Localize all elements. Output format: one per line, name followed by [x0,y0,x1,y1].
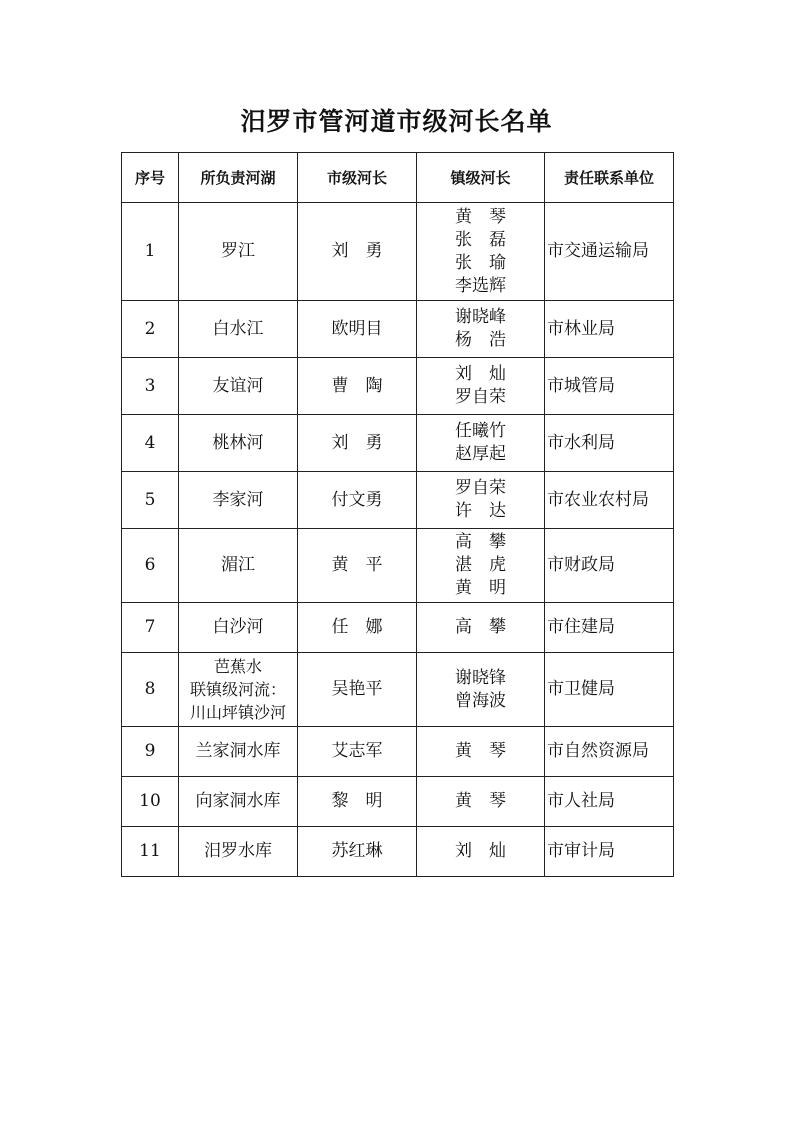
header-row [122,153,674,203]
river-name: 芭蕉水 [213,657,262,676]
row-town-chiefs [417,603,545,653]
town-chief-name: 黄 琴 [455,206,506,227]
town-chief-name: 罗自荣 [455,478,506,498]
row-index: 3 [122,358,179,415]
town-chief-name: 李选辉 [455,275,506,296]
row-index: 6 [122,529,179,603]
row-town-chiefs [417,472,545,529]
row-index: 8 [122,653,179,727]
river-name: 川山坪镇沙河 [189,703,286,722]
row-index: 7 [122,603,179,653]
town-chief-name: 张 磊 [455,229,506,250]
river-name: 李家河 [212,489,264,510]
row-unit: 市水利局 [545,415,674,472]
river-name: 友谊河 [212,375,264,396]
row-river [179,358,298,415]
town-chief-name: 赵厚起 [455,444,506,464]
town-chief-name: 谢晓峰 [455,307,506,327]
river-name: 联镇级河流： [189,680,286,699]
row-river [179,727,298,777]
river-name: 向家洞水库 [195,791,281,811]
town-chief-name: 黄 琴 [455,791,506,811]
row-index: 1 [122,203,179,301]
row-city-chief: 黄 平 [298,529,417,603]
page-title: 汨罗市管河道市级河长名单 [240,107,553,136]
river-name: 兰家洞水库 [195,741,281,761]
row-unit: 市农业农村局 [545,472,674,529]
row-city-chief: 苏红琳 [298,827,417,877]
row-town-chiefs [417,777,545,827]
row-town-chiefs [417,727,545,777]
row-unit: 市自然资源局 [545,727,674,777]
row-unit: 市人社局 [545,777,674,827]
row-index: 4 [122,415,179,472]
town-chief-name: 谢晓锋 [455,667,506,688]
town-chief-name: 张 瑜 [455,252,506,273]
row-town-chiefs [417,827,545,877]
town-chief-name: 湛 虎 [455,555,506,575]
town-chief-name: 高 攀 [455,617,506,637]
row-town-chiefs [417,301,545,358]
row-river [179,203,298,301]
table-row [122,777,674,827]
row-city-chief: 黎 明 [298,777,417,827]
header-index: 序号 [122,153,179,203]
row-river [179,472,298,529]
row-unit: 市卫健局 [545,653,674,727]
row-unit: 市林业局 [545,301,674,358]
town-chief-name: 许 达 [455,501,506,521]
row-river [179,777,298,827]
row-unit: 市财政局 [545,529,674,603]
town-chief-name: 刘 灿 [455,841,506,861]
river-name: 白沙河 [212,617,264,637]
row-river [179,603,298,653]
table-row [122,203,674,301]
header-river: 所负责河湖 [179,153,298,203]
town-chief-name: 曾海波 [455,690,506,711]
row-town-chiefs [417,529,545,603]
row-unit: 市住建局 [545,603,674,653]
town-chief-name: 任曦竹 [455,421,506,441]
row-city-chief: 吴艳平 [298,653,417,727]
town-chief-name: 黄 琴 [455,741,506,761]
table-row [122,603,674,653]
river-name: 罗江 [221,241,255,261]
table-row [122,727,674,777]
table-row [122,415,674,472]
table-row [122,301,674,358]
table-row [122,358,674,415]
row-index: 2 [122,301,179,358]
row-city-chief: 刘 勇 [298,415,417,472]
river-chief-table [121,152,674,877]
row-city-chief: 任 娜 [298,603,417,653]
row-river [179,529,298,603]
row-index: 10 [122,777,179,827]
row-city-chief: 付文勇 [298,472,417,529]
row-town-chiefs [417,203,545,301]
row-city-chief: 曹 陶 [298,358,417,415]
row-town-chiefs [417,415,545,472]
header-unit: 责任联系单位 [545,153,674,203]
row-city-chief: 欧明目 [298,301,417,358]
header-town-chiefs: 镇级河长 [417,153,545,203]
row-town-chiefs [417,358,545,415]
town-chief-name: 杨 浩 [455,330,506,350]
row-town-chiefs [417,653,545,727]
table-row [122,472,674,529]
row-index: 9 [122,727,179,777]
row-river [179,827,298,877]
header-city-chief: 市级河长 [298,153,417,203]
row-city-chief: 艾志军 [298,727,417,777]
river-name: 湄江 [221,555,255,575]
town-chief-name: 罗自荣 [455,387,506,407]
row-unit: 市审计局 [545,827,674,877]
table-row [122,529,674,603]
row-river [179,301,298,358]
row-river [179,653,298,727]
row-unit: 市交通运输局 [545,203,674,301]
table-body [122,203,674,877]
river-name: 汨罗水库 [204,841,272,861]
row-index: 11 [122,827,179,877]
row-unit: 市城管局 [545,358,674,415]
river-name: 白水江 [212,318,264,339]
row-city-chief: 刘 勇 [298,203,417,301]
table-row [122,653,674,727]
row-river [179,415,298,472]
row-index: 5 [122,472,179,529]
river-name: 桃林河 [212,432,264,453]
town-chief-name: 高 攀 [455,532,506,552]
town-chief-name: 刘 灿 [455,364,506,384]
table-row [122,827,674,877]
town-chief-name: 黄 明 [455,578,506,598]
